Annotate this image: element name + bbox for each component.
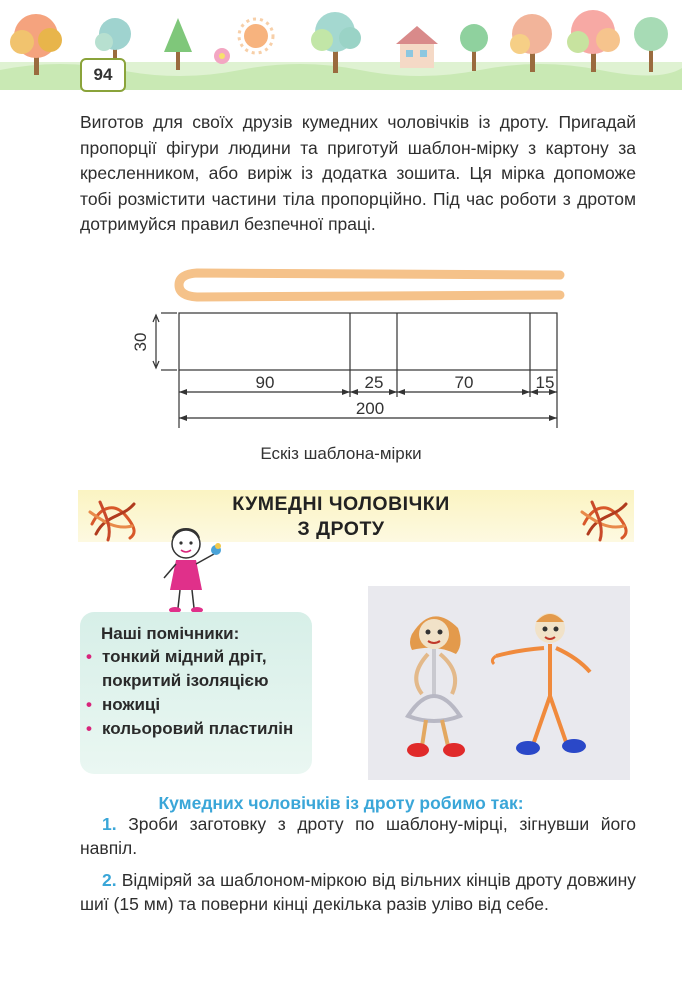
list-item: [82, 645, 312, 693]
sketch-caption: Ескіз шаблона-мірки: [260, 444, 422, 463]
list-item-text: ножиці: [102, 695, 161, 714]
helpers-title: Наші помічники:: [101, 624, 240, 643]
step-number: 1.: [102, 814, 117, 834]
list-item-text: кольоровий пластилін: [102, 719, 294, 738]
segment-label: 25: [364, 373, 384, 392]
page-number: 94: [80, 58, 126, 92]
step-paragraph: [80, 812, 636, 860]
step-text: Зроби заготовку з дроту по шаблону-мірці, зігнувши його навпіл.: [80, 814, 636, 858]
wire-figures-photo: [368, 586, 630, 780]
step-paragraph: [80, 868, 636, 916]
flower-icon: [214, 48, 230, 64]
template-sketch: [131, 300, 575, 435]
bullet-icon: •: [86, 719, 92, 738]
list-item: [82, 717, 312, 741]
segment-label: 90: [255, 373, 275, 392]
segment-label: 15: [535, 373, 555, 392]
bullet-icon: •: [86, 695, 92, 714]
topic-title-line2: З ДРОТУ: [297, 518, 385, 540]
total-length-label: 200: [355, 399, 385, 418]
intro-paragraph: Виготов для своїх друзів кумедних чоловічків із дроту. Пригадай пропорції фігури людини та приготуй шаблон-мірку з картону за кресленником, або виріж із додатка зошита. Ця мірка допоможе тобі розмістити частини тіла пропорційно. Під час роботи з дротом дотримуйся правил безпечної праці.: [80, 112, 636, 234]
step-number: 2.: [102, 870, 117, 890]
height-label: 30: [131, 332, 150, 352]
bullet-icon: •: [86, 647, 92, 666]
list-item: [82, 693, 312, 717]
step-text: Відміряй за шаблоном-міркою від вільних кінців дроту довжину шиї (15 мм) та поверни кінці декілька разів уліво від себе.: [80, 870, 636, 914]
topic-title-line1: КУМЕДНІ ЧОЛОВІЧКИ: [232, 493, 450, 515]
steps-list: [80, 812, 636, 924]
steps-title: Кумедних чоловічків із дроту робимо так:: [158, 793, 524, 813]
segment-label: 70: [454, 373, 474, 392]
girl-mascot-illustration: [160, 528, 230, 614]
helpers-list: [82, 645, 312, 741]
list-item-text: тонкий мідний дріт, покритий ізоляцією: [102, 647, 269, 690]
topic-title: [0, 492, 682, 542]
folded-wire-illustration: [175, 265, 565, 305]
